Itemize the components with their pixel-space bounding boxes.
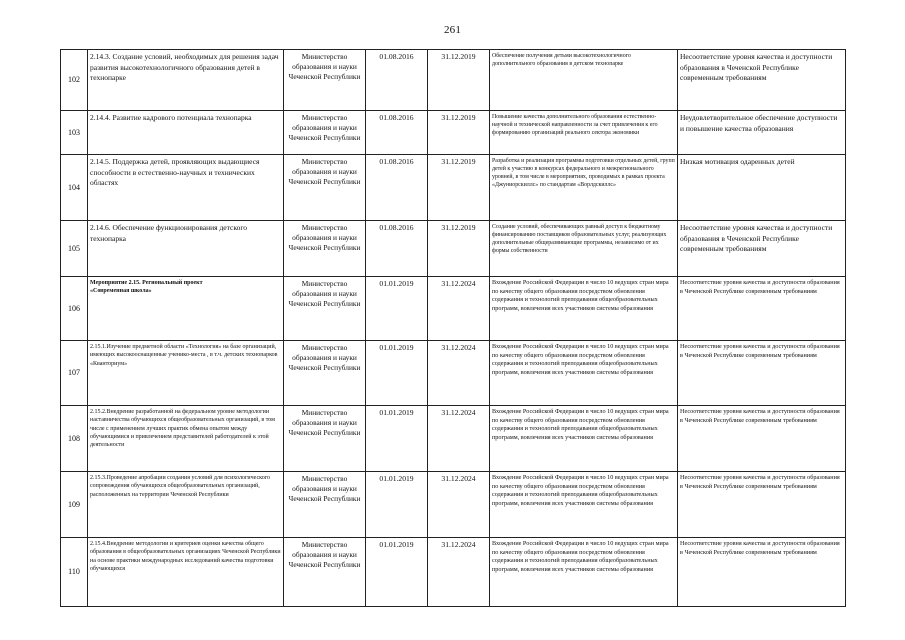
end-date: 31.12.2024 bbox=[428, 341, 490, 405]
start-date: 01.01.2019 bbox=[366, 277, 428, 340]
executor: Министерство образования и науки Чеченской Республики bbox=[284, 406, 366, 471]
task-name bbox=[88, 277, 284, 340]
task-name: 2.14.3. Создание условий, необходимых для решения задач развития высокотехнологичного образования детей в технопарке bbox=[88, 50, 284, 110]
problem-statement: Несоответствие уровня качества и доступности образования в Чеченской Республике современным требованиям bbox=[678, 472, 846, 537]
task-name: 2.15.1.Изучение предметной области «Технология» на базе организаций, имеющих высокооснащенные ученико-места , в т.ч. детских технопарков «Кванториум» bbox=[88, 341, 284, 405]
problem-statement: Несоответствие уровня качества и доступности образования в Чеченской Республике современным требованиям bbox=[678, 50, 846, 110]
start-date: 01.08.2016 bbox=[366, 111, 428, 154]
end-date: 31.12.2024 bbox=[428, 538, 490, 606]
end-date: 31.12.2024 bbox=[428, 472, 490, 537]
task-name: 2.14.6. Обеспечение функционирования детского технопарка bbox=[88, 221, 284, 276]
task-name: 2.14.5. Поддержка детей, проявляющих выдающиеся способности в естественно-научных и технических областях bbox=[88, 155, 284, 220]
row-number: 110 bbox=[61, 538, 88, 606]
expected-result: Вхождение Российской Федерации в число 10 ведущих стран мира по качеству общего образования посредством обновления содержания и технологий преподавания общеобразовательных программ, вовлечения всех участников системы образования bbox=[490, 406, 678, 471]
expected-result: Вхождение Российской Федерации в число 10 ведущих стран мира по качеству общего образования посредством обновления содержания и технологий преподавания общеобразовательных программ, вовлечения всех участников системы образования bbox=[490, 472, 678, 537]
executor: Министерство образования и науки Чеченской Республики bbox=[284, 472, 366, 537]
expected-result: Обеспечение получения детьми высокотехнологичного дополнительного образования в детском технопарке bbox=[490, 50, 678, 110]
table-row bbox=[61, 111, 846, 155]
end-date: 31.12.2019 bbox=[428, 155, 490, 220]
expected-result: Вхождение Российской Федерации в число 10 ведущих стран мира по качеству общего образования посредством обновления содержания и технологий преподавания общеобразовательных программ, вовлечения всех участников системы образования bbox=[490, 277, 678, 340]
activities-table bbox=[60, 49, 846, 607]
end-date: 31.12.2024 bbox=[428, 277, 490, 340]
row-number: 102 bbox=[61, 50, 88, 110]
row-number: 104 bbox=[61, 155, 88, 220]
task-name: 2.15.4.Внедрение методологии и критериев оценки качества общего образования в общеобразовательных организациях Чеченской Республики на основе практики международных исследований качества подготовки обучающихся bbox=[88, 538, 284, 606]
executor: Министерство образования и науки Чеченской Республики bbox=[284, 50, 366, 110]
start-date: 01.01.2019 bbox=[366, 472, 428, 537]
expected-result: Создание условий, обеспечивающих равный доступ к бюджетному финансированию поставщиков образовательных услуг, реализующих дополнительные общеразвивающие программы, независимо от их формы собственности bbox=[490, 221, 678, 276]
expected-result: Вхождение Российской Федерации в число 10 ведущих стран мира по качеству общего образования посредством обновления содержания и технологий преподавания общеобразовательных программ, вовлечения всех участников системы образования bbox=[490, 538, 678, 606]
row-number: 107 bbox=[61, 341, 88, 405]
table-row bbox=[61, 538, 846, 607]
table-row bbox=[61, 277, 846, 341]
start-date: 01.01.2019 bbox=[366, 406, 428, 471]
end-date: 31.12.2024 bbox=[428, 406, 490, 471]
end-date: 31.12.2019 bbox=[428, 111, 490, 154]
expected-result: Вхождение Российской Федерации в число 10 ведущих стран мира по качеству общего образования посредством обновления содержания и технологий преподавания общеобразовательных программ, вовлечения всех участников системы образования bbox=[490, 341, 678, 405]
start-date: 01.01.2019 bbox=[366, 538, 428, 606]
start-date: 01.08.2016 bbox=[366, 50, 428, 110]
problem-statement: Низкая мотивация одаренных детей bbox=[678, 155, 846, 220]
problem-statement: Несоответствие уровня качества и доступности образования в Чеченской Республике современным требованиям bbox=[678, 341, 846, 405]
executor: Министерство образования и науки Чеченской Республики bbox=[284, 277, 366, 340]
page-number: 261 bbox=[443, 24, 462, 36]
executor: Министерство образования и науки Чеченской Республики bbox=[284, 538, 366, 606]
expected-result: Разработка и реализация программы подготовки отдельных детей, групп детей к участию в конкурсах федерального и межрегионального уровней, в том числе в мероприятиях, проводимых в рамках проекта «Джуниорскиллс» по стандартам «Ворлдскиллс» bbox=[490, 155, 678, 220]
table-row bbox=[61, 155, 846, 221]
task-name: 2.15.3.Проведение апробации создания условий для психологического сопровождения обучающихся общеобразовательных организаций, расположенных на территории Чеченской Республики bbox=[88, 472, 284, 537]
problem-statement: Несоответствие уровня качества и доступности образования в Чеченской Республике современным требованиям bbox=[678, 277, 846, 340]
start-date: 01.01.2019 bbox=[366, 341, 428, 405]
task-name: 2.15.2.Внедрение разработанной на федеральном уровне методологии наставничества обучающихся общеобразовательных организаций, в том числе с применением лучших практик обмена опытом между обучающимися и привлечением представителей работодателей к этой деятельности bbox=[88, 406, 284, 471]
table-row bbox=[61, 406, 846, 472]
problem-statement: Несоответствие уровня качества и доступности образования в Чеченской Республике современным требованиям bbox=[678, 538, 846, 606]
executor: Министерство образования и науки Чеченской Республики bbox=[284, 155, 366, 220]
executor: Министерство образования и науки Чеченской Республики bbox=[284, 341, 366, 405]
start-date: 01.08.2016 bbox=[366, 155, 428, 220]
problem-statement: Неудовлетворительное обеспечение доступности и повышение качества образования bbox=[678, 111, 846, 154]
executor: Министерство образования и науки Чеченской Республики bbox=[284, 111, 366, 154]
end-date: 31.12.2019 bbox=[428, 221, 490, 276]
problem-statement: Несоответствие уровня качества и доступности образования в Чеченской Республике современным требованиям bbox=[678, 406, 846, 471]
task-subtitle: «Современная школа» bbox=[90, 288, 152, 295]
executor: Министерство образования и науки Чеченской Республики bbox=[284, 221, 366, 276]
table-row bbox=[61, 472, 846, 538]
row-number: 103 bbox=[61, 111, 88, 154]
row-number: 105 bbox=[61, 221, 88, 276]
table-row bbox=[61, 341, 846, 406]
table-row bbox=[61, 50, 846, 111]
end-date: 31.12.2019 bbox=[428, 50, 490, 110]
problem-statement: Несоответствие уровня качества и доступности образования в Чеченской Республике современным требованиям bbox=[678, 221, 846, 276]
start-date: 01.08.2016 bbox=[366, 221, 428, 276]
task-name: 2.14.4. Развитие кадрового потенциала технопарка bbox=[88, 111, 284, 154]
row-number: 108 bbox=[61, 406, 88, 471]
task-title: Мероприятие 2.15. Региональный проект bbox=[90, 280, 203, 286]
expected-result: Повышение качества дополнительного образования естественно-научной и технической направленности за счет привлечения к его формированию организаций реального сектора экономики bbox=[490, 111, 678, 154]
row-number: 109 bbox=[61, 472, 88, 537]
table-row bbox=[61, 221, 846, 277]
row-number: 106 bbox=[61, 277, 88, 340]
